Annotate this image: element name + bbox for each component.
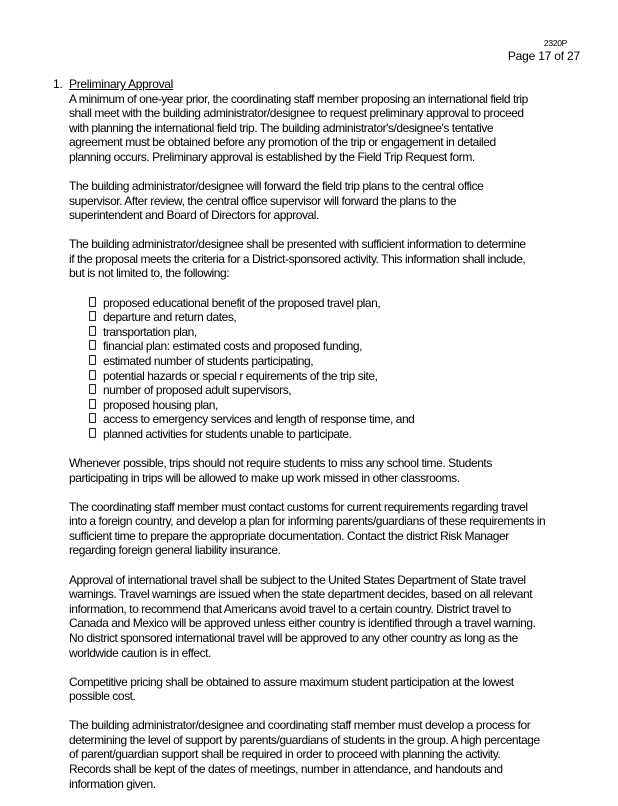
paragraph-line: supervisor. After review, the central office supervisor will forward the plans to the bbox=[69, 193, 457, 208]
paragraphs-before-list bbox=[69, 92, 593, 282]
paragraph-line: possible cost. bbox=[69, 689, 136, 704]
requirement-list-item bbox=[89, 412, 593, 427]
intro-paragraph bbox=[69, 179, 593, 223]
paragraph-line: Whenever possible, trips should not require students to miss any school time. Students bbox=[69, 455, 492, 470]
requirement-list-item bbox=[89, 296, 593, 311]
bullet-box-icon bbox=[89, 413, 98, 423]
paragraph-line: Approval of international travel shall be subject to the United States Department of State travel bbox=[69, 572, 526, 587]
paragraph-line: The coordinating staff member must contact customs for current requirements regarding travel bbox=[69, 499, 528, 514]
paragraph-line: if the proposal meets the criteria for a District-sponsored activity. This information shall include, bbox=[69, 251, 526, 266]
bullet-box-icon bbox=[89, 297, 98, 307]
bullet-box-icon bbox=[89, 428, 98, 438]
requirement-text: transportation plan, bbox=[103, 324, 197, 339]
section-number: 1. bbox=[53, 77, 63, 91]
paragraph-line: but is not limited to, the following: bbox=[69, 266, 230, 281]
body-paragraph bbox=[69, 718, 593, 791]
requirement-list-item bbox=[89, 354, 593, 369]
section-content bbox=[69, 92, 593, 792]
bullet-box-icon bbox=[89, 370, 98, 380]
body-paragraph bbox=[69, 456, 593, 485]
bullet-box-icon bbox=[89, 326, 98, 336]
body-paragraph bbox=[69, 500, 593, 558]
paragraph-line: A minimum of one-year prior, the coordinating staff member proposing an international field trip bbox=[69, 91, 528, 106]
bullet-box-icon bbox=[89, 340, 98, 350]
paragraph-line: sufficient time to prepare the appropriate documentation. Contact the district Risk Manager bbox=[69, 528, 509, 543]
body-paragraph bbox=[69, 675, 593, 704]
bullet-box-icon bbox=[89, 384, 98, 394]
paragraph-line: planning occurs. Preliminary approval is established by the Field Trip Request form. bbox=[69, 149, 475, 164]
paragraph-line: Records shall be kept of the dates of meetings, number in attendance, and handouts and bbox=[69, 762, 503, 777]
requirement-text: estimated number of students participating, bbox=[103, 353, 314, 368]
requirement-list-item bbox=[89, 427, 593, 442]
paragraph-line: information, to recommend that Americans avoid travel to a certain country. District travel to bbox=[69, 601, 511, 616]
paragraph-line: worldwide caution is in effect. bbox=[69, 645, 211, 660]
paragraph-line: determining the level of support by parents/guardians of students in the group. A high percentage bbox=[69, 732, 540, 747]
paragraph-line: agreement must be obtained before any promotion of the trip or engagement in detailed bbox=[69, 135, 496, 150]
paragraph-line: superintendent and Board of Directors for approval. bbox=[69, 208, 319, 223]
paragraph-line: information given. bbox=[69, 776, 156, 791]
requirement-text: departure and return dates, bbox=[103, 310, 237, 325]
paragraph-line: The building administrator/designee will forward the field trip plans to the central office bbox=[69, 178, 484, 193]
section-title: Preliminary Approval bbox=[69, 77, 174, 91]
requirement-text: financial plan: estimated costs and proposed funding, bbox=[103, 339, 362, 354]
paragraph-line: Competitive pricing shall be obtained to assure maximum student participation at the lowest bbox=[69, 674, 514, 689]
requirement-list-item bbox=[89, 325, 593, 340]
paragraph-line: of parent/guardian support shall be required in order to proceed with planning the activity. bbox=[69, 747, 501, 762]
requirement-list-item bbox=[89, 383, 593, 398]
paragraph-line: No district sponsored international travel will be approved to any other country as long as the bbox=[69, 630, 518, 645]
intro-paragraph bbox=[69, 237, 593, 281]
section-heading bbox=[53, 77, 593, 92]
paragraph-line: The building administrator/designee shall be presented with sufficient information to determine bbox=[69, 237, 526, 252]
requirement-text: proposed housing plan, bbox=[103, 397, 218, 412]
bullet-box-icon bbox=[89, 355, 98, 365]
requirements-list bbox=[69, 296, 593, 442]
requirement-text: access to emergency services and length of response time, and bbox=[103, 412, 415, 427]
paragraph-line: participating in trips will be allowed to make up work missed in other classrooms. bbox=[69, 470, 460, 485]
paragraph-line: with planning the international field trip. The building administrator's/designee's tentative bbox=[69, 120, 494, 135]
requirement-text: number of proposed adult supervisors, bbox=[103, 383, 292, 398]
requirement-list-item bbox=[89, 369, 593, 384]
requirement-list-item bbox=[89, 310, 593, 325]
requirement-text: proposed educational benefit of the proposed travel plan, bbox=[103, 295, 381, 310]
paragraph-line: warnings. Travel warnings are issued when the state department decides, based on all relevant bbox=[69, 587, 533, 602]
section-preliminary-approval bbox=[53, 77, 593, 806]
bullet-box-icon bbox=[89, 311, 98, 321]
paragraph-line: Canada and Mexico will be approved unless either country is identified through a travel warning. bbox=[69, 616, 536, 631]
paragraph-line: The building administrator/designee and coordinating staff member must develop a process for bbox=[69, 718, 531, 733]
body-paragraph bbox=[69, 573, 593, 661]
page-number: Page 17 of 27 bbox=[507, 49, 580, 63]
paragraph-line: shall meet with the building administrator/designee to request preliminary approval to proceed bbox=[69, 106, 524, 121]
policy-code: 2320P bbox=[543, 38, 567, 48]
requirement-list-item bbox=[89, 398, 593, 413]
paragraph-line: into a foreign country, and develop a plan for informing parents/guardians of these requirements in bbox=[69, 514, 546, 529]
requirement-text: planned activities for students unable to participate. bbox=[103, 426, 352, 441]
paragraphs-after-list bbox=[69, 456, 593, 791]
requirement-text: potential hazards or special r equirements of the trip site, bbox=[103, 368, 378, 383]
intro-paragraph bbox=[69, 92, 593, 165]
paragraph-line: regarding foreign general liability insurance. bbox=[69, 543, 281, 558]
requirement-list-item bbox=[89, 339, 593, 354]
bullet-box-icon bbox=[89, 399, 98, 409]
